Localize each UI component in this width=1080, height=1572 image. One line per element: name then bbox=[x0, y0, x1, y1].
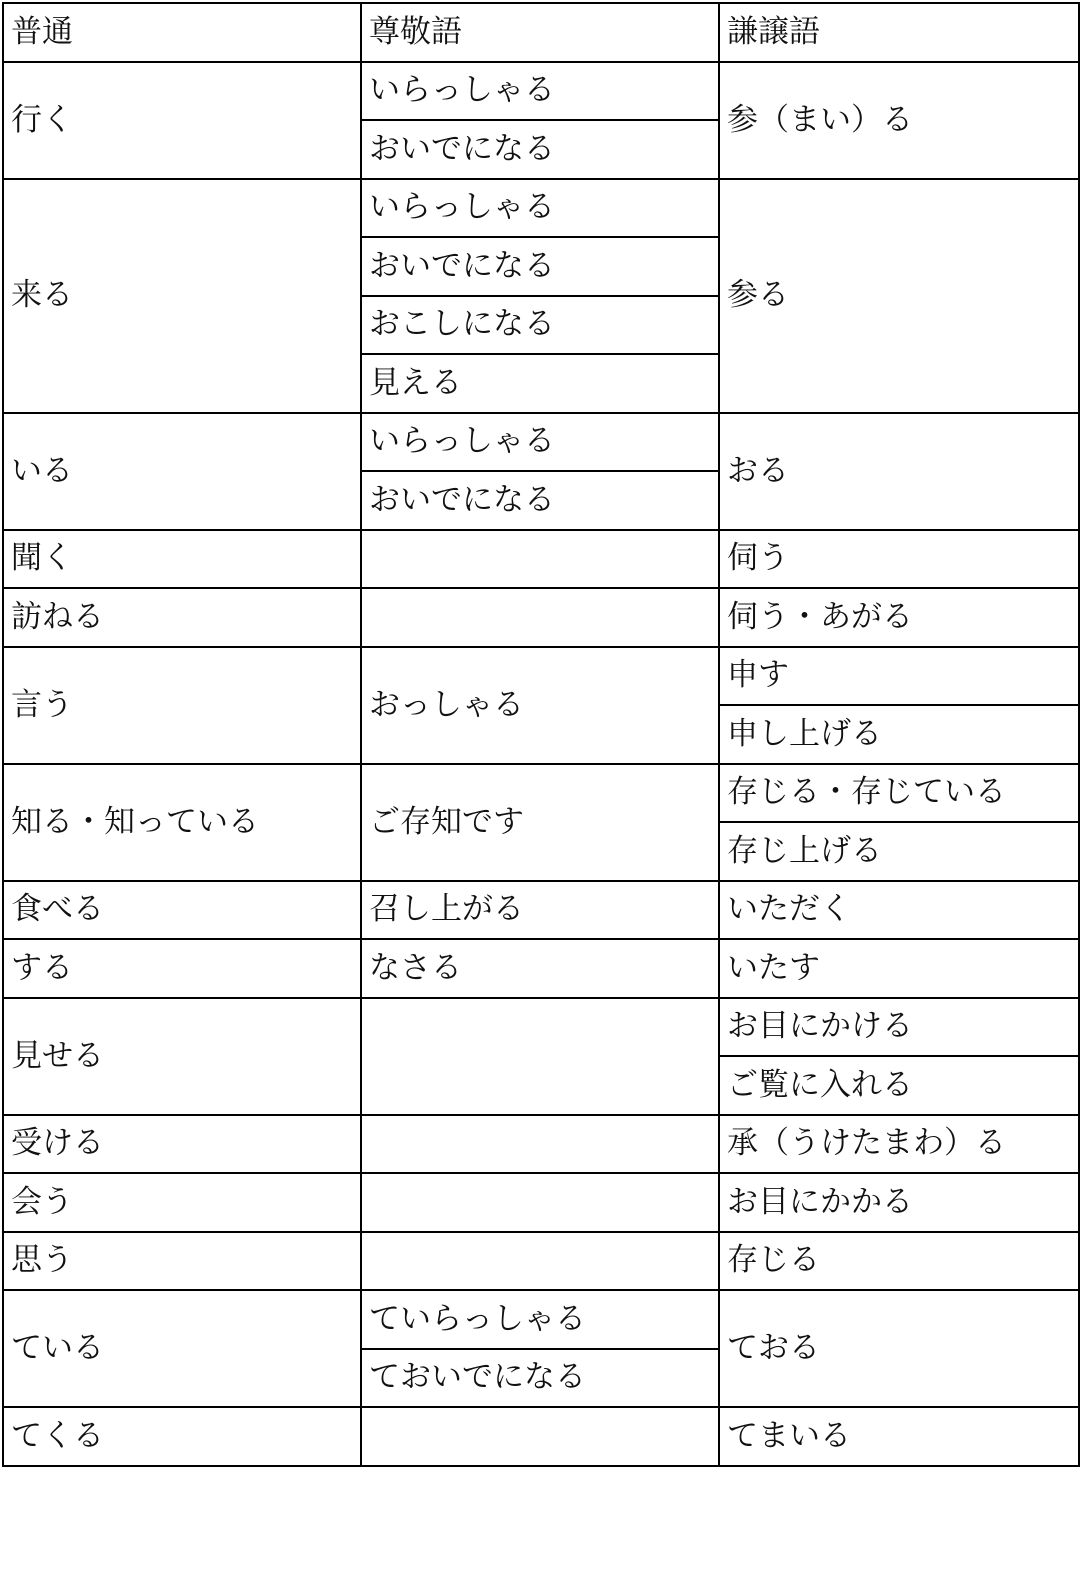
humble-cell: ご覧に入れる bbox=[719, 1056, 1079, 1115]
honorific-cell: おいでになる bbox=[361, 237, 719, 296]
plain-cell: いる bbox=[3, 413, 361, 530]
table-row bbox=[3, 1407, 1079, 1466]
honorific-cell: 召し上がる bbox=[361, 881, 719, 940]
honorific-cell: なさる bbox=[361, 939, 719, 998]
plain-cell: 聞く bbox=[3, 530, 361, 589]
plain-cell: する bbox=[3, 939, 361, 998]
honorific-cell bbox=[361, 998, 719, 1115]
table-row bbox=[3, 1290, 1079, 1349]
humble-cell: おる bbox=[719, 413, 1079, 530]
honorific-cell: 見える bbox=[361, 354, 719, 413]
table-row bbox=[3, 530, 1079, 589]
humble-cell: 存じ上げる bbox=[719, 822, 1079, 881]
table-row bbox=[3, 62, 1079, 121]
humble-cell: てまいる bbox=[719, 1407, 1079, 1466]
keigo-table-body bbox=[3, 3, 1079, 1466]
plain-cell: 食べる bbox=[3, 881, 361, 940]
header-honorific: 尊敬語 bbox=[361, 3, 719, 62]
plain-cell: 行く bbox=[3, 62, 361, 179]
humble-cell: 承（うけたまわ）る bbox=[719, 1115, 1079, 1174]
honorific-cell bbox=[361, 588, 719, 647]
plain-cell: 言う bbox=[3, 647, 361, 764]
table-row bbox=[3, 998, 1079, 1057]
honorific-cell: いらっしゃる bbox=[361, 62, 719, 121]
honorific-cell: いらっしゃる bbox=[361, 179, 719, 238]
honorific-cell bbox=[361, 1232, 719, 1291]
plain-cell: ている bbox=[3, 1290, 361, 1407]
humble-cell: 存じる bbox=[719, 1232, 1079, 1291]
honorific-cell bbox=[361, 530, 719, 589]
plain-cell: てくる bbox=[3, 1407, 361, 1466]
table-row bbox=[3, 179, 1079, 238]
humble-cell: 申す bbox=[719, 647, 1079, 706]
honorific-cell: おいでになる bbox=[361, 471, 719, 530]
header-row bbox=[3, 3, 1079, 62]
plain-cell: 見せる bbox=[3, 998, 361, 1115]
humble-cell: 申し上げる bbox=[719, 705, 1079, 764]
humble-cell: ておる bbox=[719, 1290, 1079, 1407]
humble-cell: 存じる・存じている bbox=[719, 764, 1079, 823]
table-row bbox=[3, 413, 1079, 472]
plain-cell: 会う bbox=[3, 1173, 361, 1232]
honorific-cell: おいでになる bbox=[361, 120, 719, 179]
honorific-cell: ておいでになる bbox=[361, 1349, 719, 1408]
table-row bbox=[3, 1232, 1079, 1291]
table-row bbox=[3, 1115, 1079, 1174]
honorific-cell: いらっしゃる bbox=[361, 413, 719, 472]
plain-cell: 受ける bbox=[3, 1115, 361, 1174]
plain-cell: 知る・知っている bbox=[3, 764, 361, 881]
honorific-cell: ご存知です bbox=[361, 764, 719, 881]
plain-cell: 訪ねる bbox=[3, 588, 361, 647]
humble-cell: お目にかかる bbox=[719, 1173, 1079, 1232]
keigo-table bbox=[2, 2, 1080, 1467]
humble-cell: いただく bbox=[719, 881, 1079, 940]
humble-cell: お目にかける bbox=[719, 998, 1079, 1057]
table-row bbox=[3, 1173, 1079, 1232]
table-row bbox=[3, 881, 1079, 940]
table-row bbox=[3, 588, 1079, 647]
honorific-cell: おっしゃる bbox=[361, 647, 719, 764]
honorific-cell bbox=[361, 1115, 719, 1174]
honorific-cell: おこしになる bbox=[361, 296, 719, 355]
humble-cell: 伺う・あがる bbox=[719, 588, 1079, 647]
humble-cell: いたす bbox=[719, 939, 1079, 998]
honorific-cell bbox=[361, 1407, 719, 1466]
plain-cell: 思う bbox=[3, 1232, 361, 1291]
humble-cell: 伺う bbox=[719, 530, 1079, 589]
header-plain: 普通 bbox=[3, 3, 361, 62]
humble-cell: 参る bbox=[719, 179, 1079, 413]
humble-cell: 参（まい）る bbox=[719, 62, 1079, 179]
plain-cell: 来る bbox=[3, 179, 361, 413]
header-humble: 謙譲語 bbox=[719, 3, 1079, 62]
table-row bbox=[3, 647, 1079, 706]
table-row bbox=[3, 764, 1079, 823]
honorific-cell bbox=[361, 1173, 719, 1232]
table-row bbox=[3, 939, 1079, 998]
honorific-cell: ていらっしゃる bbox=[361, 1290, 719, 1349]
